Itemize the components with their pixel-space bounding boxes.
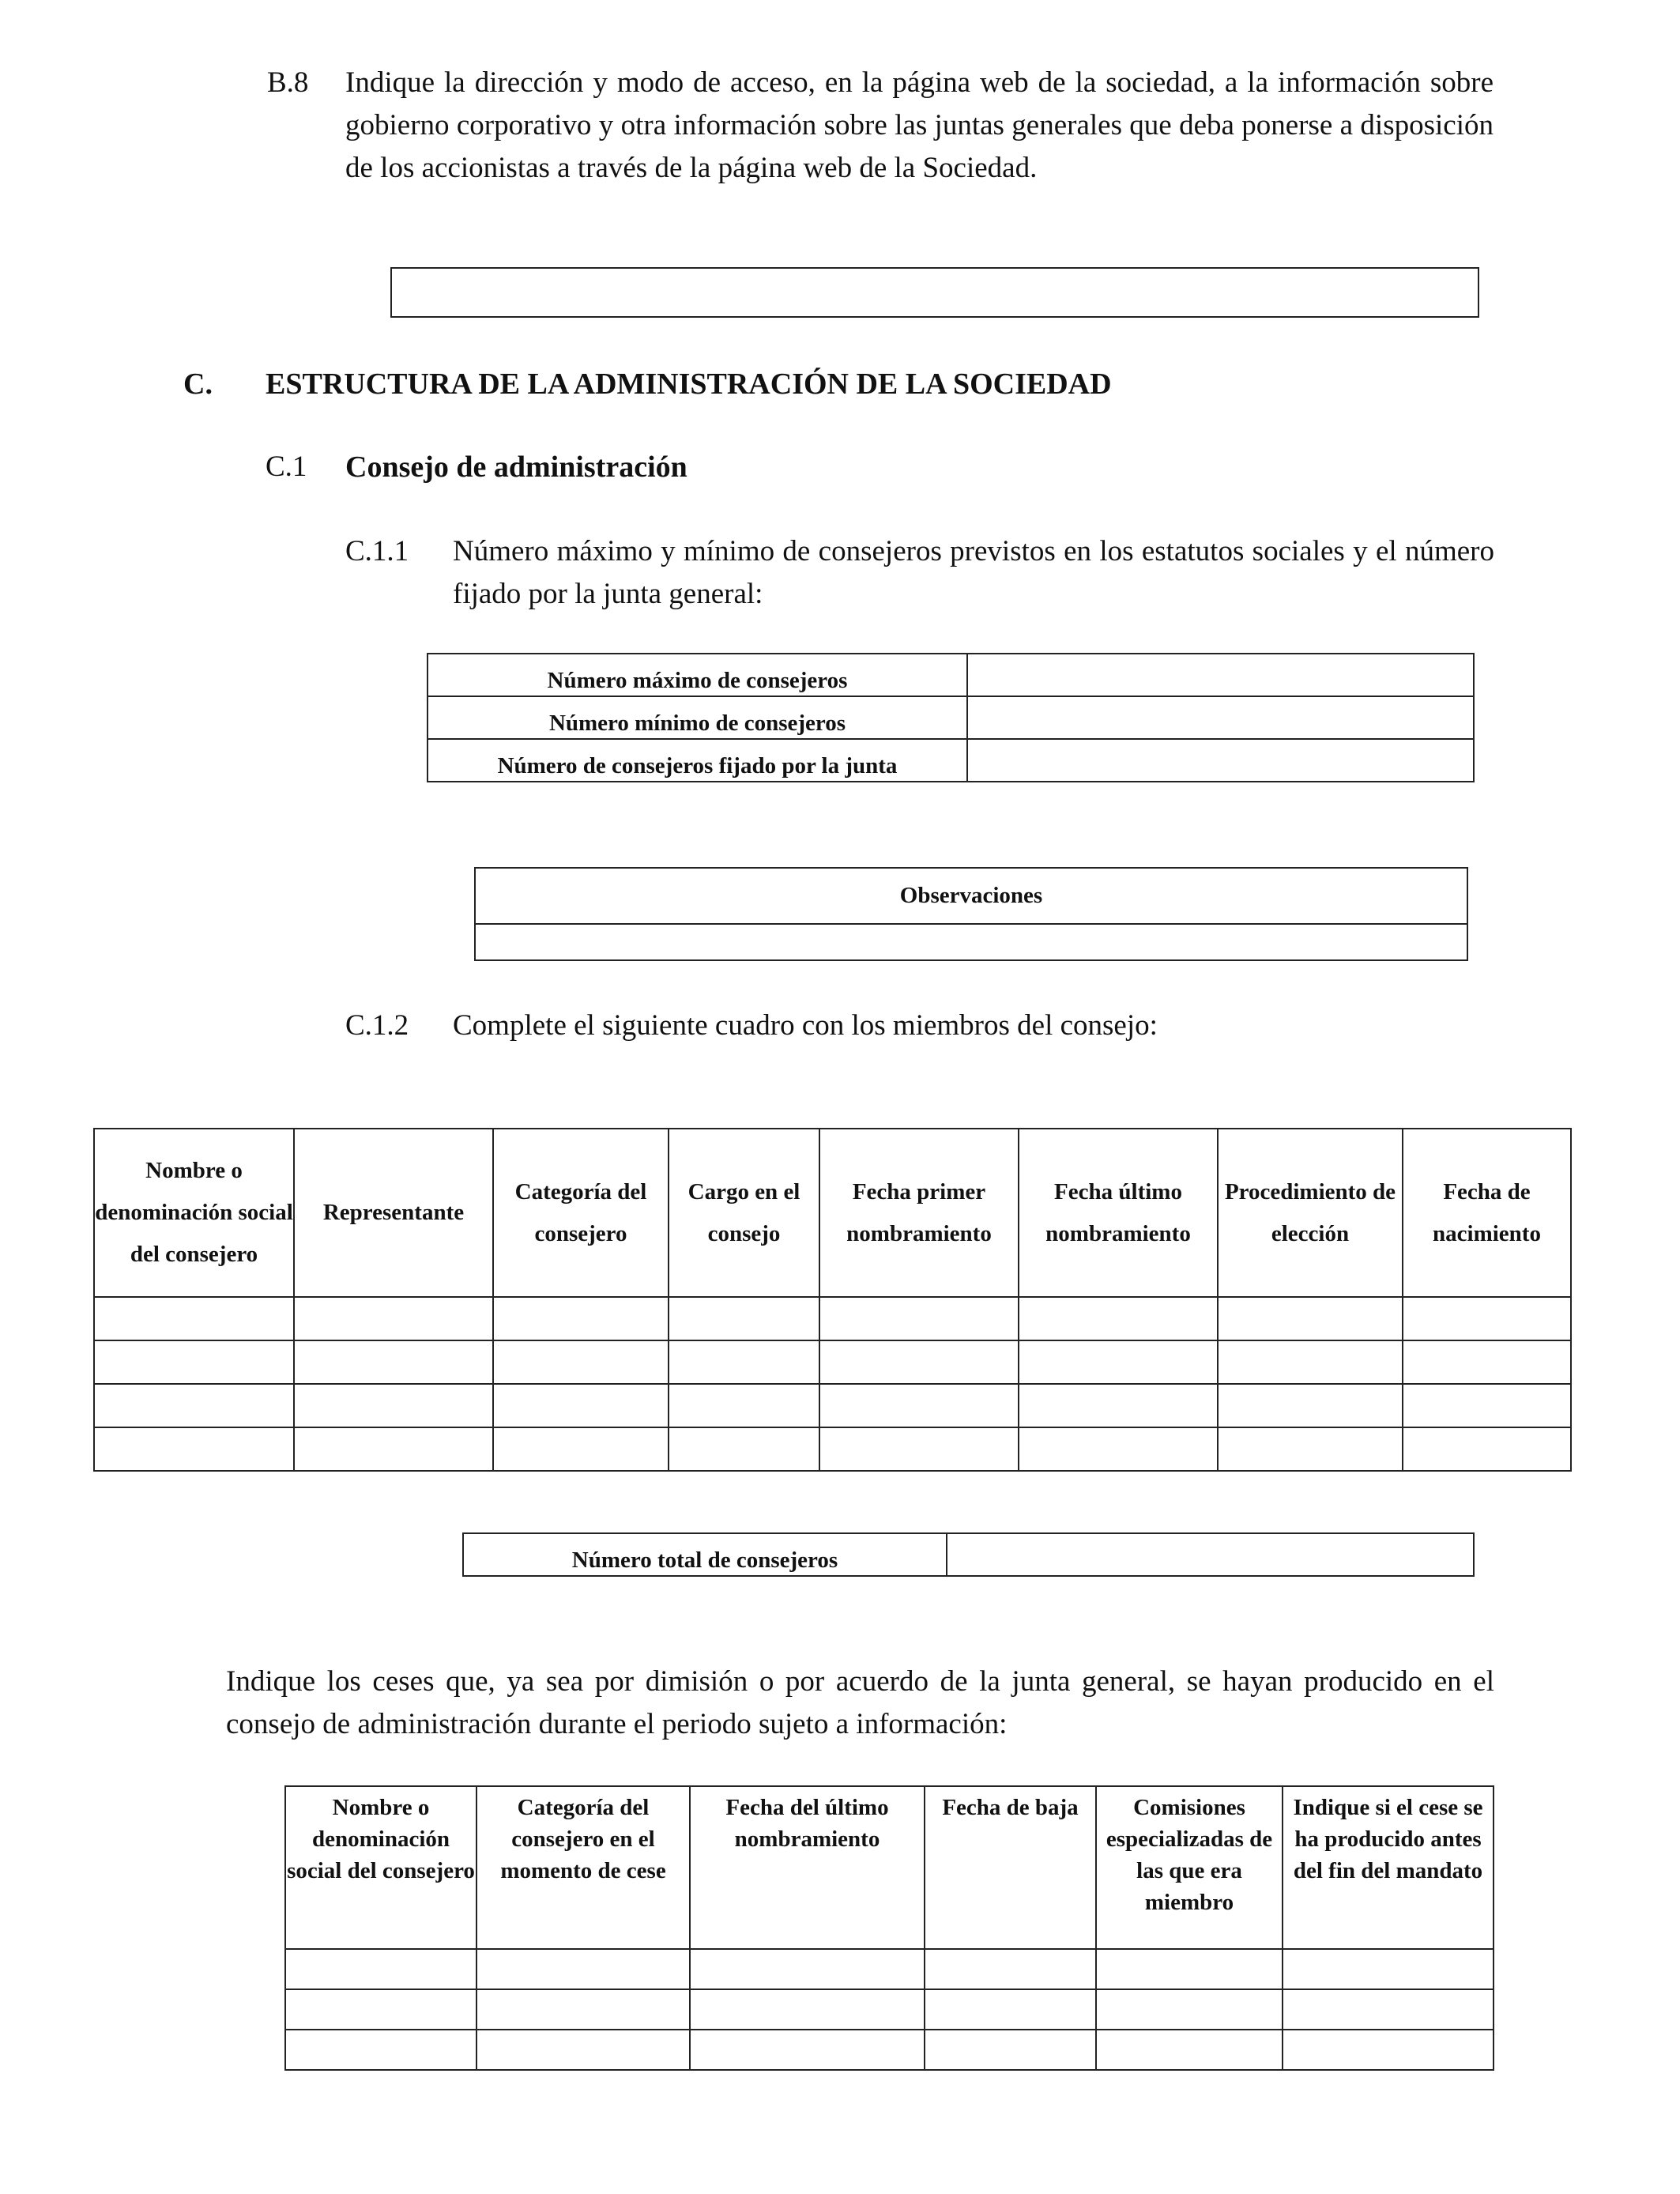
cell[interactable] [819, 1427, 1019, 1471]
total-consejeros-label: Número total de consejeros [463, 1533, 947, 1576]
table-row [475, 924, 1467, 960]
header-cese-antes: Indique si el cese se ha producido antes del fin del mandato [1283, 1786, 1494, 1949]
observaciones-value[interactable] [475, 924, 1467, 960]
max-consejeros-value[interactable] [967, 654, 1474, 696]
table-row [94, 1384, 1571, 1427]
header-fecha-ultimo: Fecha último nombramiento [1019, 1129, 1218, 1297]
junta-consejeros-value[interactable] [967, 739, 1474, 782]
table-row [94, 1340, 1571, 1384]
section-c-title: ESTRUCTURA DE LA ADMINISTRACIÓN DE LA SOCIEDAD [266, 368, 1112, 401]
cell[interactable] [1019, 1427, 1218, 1471]
ceses-table [284, 1785, 1494, 2071]
c11-text: Número máximo y mínimo de consejeros previstos en los estatutos sociales y el número fijado por la junta general: [453, 535, 1494, 610]
header-fecha-ultimo: Fecha del último nombramiento [690, 1786, 925, 1949]
table-row [94, 1427, 1571, 1471]
cell[interactable] [94, 1297, 294, 1340]
total-consejeros-value[interactable] [947, 1533, 1474, 1576]
header-fecha-nacimiento: Fecha de nacimiento [1403, 1129, 1571, 1297]
cell[interactable] [1218, 1384, 1403, 1427]
table-row [285, 1989, 1494, 2030]
cell[interactable] [285, 1989, 477, 2030]
c12-number: C.1.2 [345, 1009, 409, 1042]
cell[interactable] [94, 1340, 294, 1384]
header-procedimiento: Procedimiento de elección [1218, 1129, 1403, 1297]
cell[interactable] [477, 1989, 690, 2030]
cell[interactable] [477, 1949, 690, 1989]
header-categoria-cese: Categoría del consejero en el momento de cese [477, 1786, 690, 1949]
cell[interactable] [1218, 1427, 1403, 1471]
cell[interactable] [1019, 1384, 1218, 1427]
cell[interactable] [493, 1427, 669, 1471]
cell[interactable] [294, 1384, 493, 1427]
min-consejeros-label: Número mínimo de consejeros [428, 696, 967, 739]
table-row [428, 696, 1474, 739]
cell[interactable] [1096, 1949, 1283, 1989]
table-row [94, 1297, 1571, 1340]
cell[interactable] [493, 1297, 669, 1340]
max-consejeros-label: Número máximo de consejeros [428, 654, 967, 696]
table-row [428, 739, 1474, 782]
c1-title: Consejo de administración [345, 450, 687, 484]
cell[interactable] [294, 1340, 493, 1384]
cell[interactable] [477, 2030, 690, 2070]
header-fecha-primer: Fecha primer nombramiento [819, 1129, 1019, 1297]
cell[interactable] [925, 1949, 1096, 1989]
cell[interactable] [1218, 1297, 1403, 1340]
cell[interactable] [294, 1297, 493, 1340]
header-categoria: Categoría del consejero [493, 1129, 669, 1297]
cell[interactable] [285, 2030, 477, 2070]
cell[interactable] [690, 2030, 925, 2070]
cell[interactable] [690, 1989, 925, 2030]
junta-consejeros-label: Número de consejeros fijado por la junta [428, 739, 967, 782]
cell[interactable] [1403, 1297, 1571, 1340]
cell[interactable] [819, 1384, 1019, 1427]
cell[interactable] [1096, 2030, 1283, 2070]
cell[interactable] [690, 1949, 925, 1989]
cell[interactable] [1019, 1297, 1218, 1340]
cell[interactable] [925, 1989, 1096, 2030]
cell[interactable] [819, 1340, 1019, 1384]
cell[interactable] [285, 1949, 477, 1989]
cell[interactable] [1218, 1340, 1403, 1384]
ceses-text: Indique los ceses que, ya sea por dimisión o por acuerdo de la junta general, se hayan producido en el consejo de administración durante el periodo sujeto a información: [226, 1665, 1494, 1740]
header-comisiones: Comisiones especializadas de las que era miembro [1096, 1786, 1283, 1949]
header-nombre: Nombre o denominación social del consejero [285, 1786, 477, 1949]
section-c-letter: C. [183, 368, 213, 401]
b8-answer-box[interactable] [390, 267, 1479, 318]
c1-number: C.1 [266, 450, 307, 483]
cell[interactable] [819, 1297, 1019, 1340]
table-row [463, 1533, 1474, 1576]
cell[interactable] [669, 1427, 819, 1471]
b8-number: B.8 [267, 66, 309, 99]
table-header-row [285, 1786, 1494, 1949]
cell[interactable] [1283, 1949, 1494, 1989]
observaciones-label: Observaciones [475, 868, 1467, 924]
header-fecha-baja: Fecha de baja [925, 1786, 1096, 1949]
table-row [428, 654, 1474, 696]
cell[interactable] [1283, 1989, 1494, 2030]
c12-text: Complete el siguiente cuadro con los miembros del consejo: [453, 1009, 1158, 1042]
c11-number: C.1.1 [345, 535, 409, 567]
cell[interactable] [1403, 1384, 1571, 1427]
cell[interactable] [1283, 2030, 1494, 2070]
table-header-row [94, 1129, 1571, 1297]
cell[interactable] [925, 2030, 1096, 2070]
min-consejeros-value[interactable] [967, 696, 1474, 739]
observaciones-table [474, 867, 1468, 961]
cell[interactable] [1019, 1340, 1218, 1384]
header-nombre: Nombre o denominación social del consejero [94, 1129, 294, 1297]
header-representante: Representante [294, 1129, 493, 1297]
b8-text: Indique la dirección y modo de acceso, en la página web de la sociedad, a la información sobre gobierno corporativo y otra información sobre las juntas generales que deba ponerse a disposición de los accionistas a través de la página web de la Sociedad. [345, 66, 1494, 184]
cell[interactable] [493, 1384, 669, 1427]
header-cargo: Cargo en el consejo [669, 1129, 819, 1297]
cell[interactable] [669, 1297, 819, 1340]
cell[interactable] [669, 1384, 819, 1427]
cell[interactable] [1403, 1427, 1571, 1471]
table-row [475, 868, 1467, 924]
consejo-members-table [93, 1128, 1572, 1472]
consejeros-number-table [427, 653, 1475, 782]
cell[interactable] [94, 1427, 294, 1471]
cell[interactable] [493, 1340, 669, 1384]
cell[interactable] [1096, 1989, 1283, 2030]
table-row [285, 2030, 1494, 2070]
total-consejeros-table [462, 1532, 1475, 1577]
cell[interactable] [294, 1427, 493, 1471]
cell[interactable] [669, 1340, 819, 1384]
table-row [285, 1949, 1494, 1989]
cell[interactable] [94, 1384, 294, 1427]
cell[interactable] [1403, 1340, 1571, 1384]
